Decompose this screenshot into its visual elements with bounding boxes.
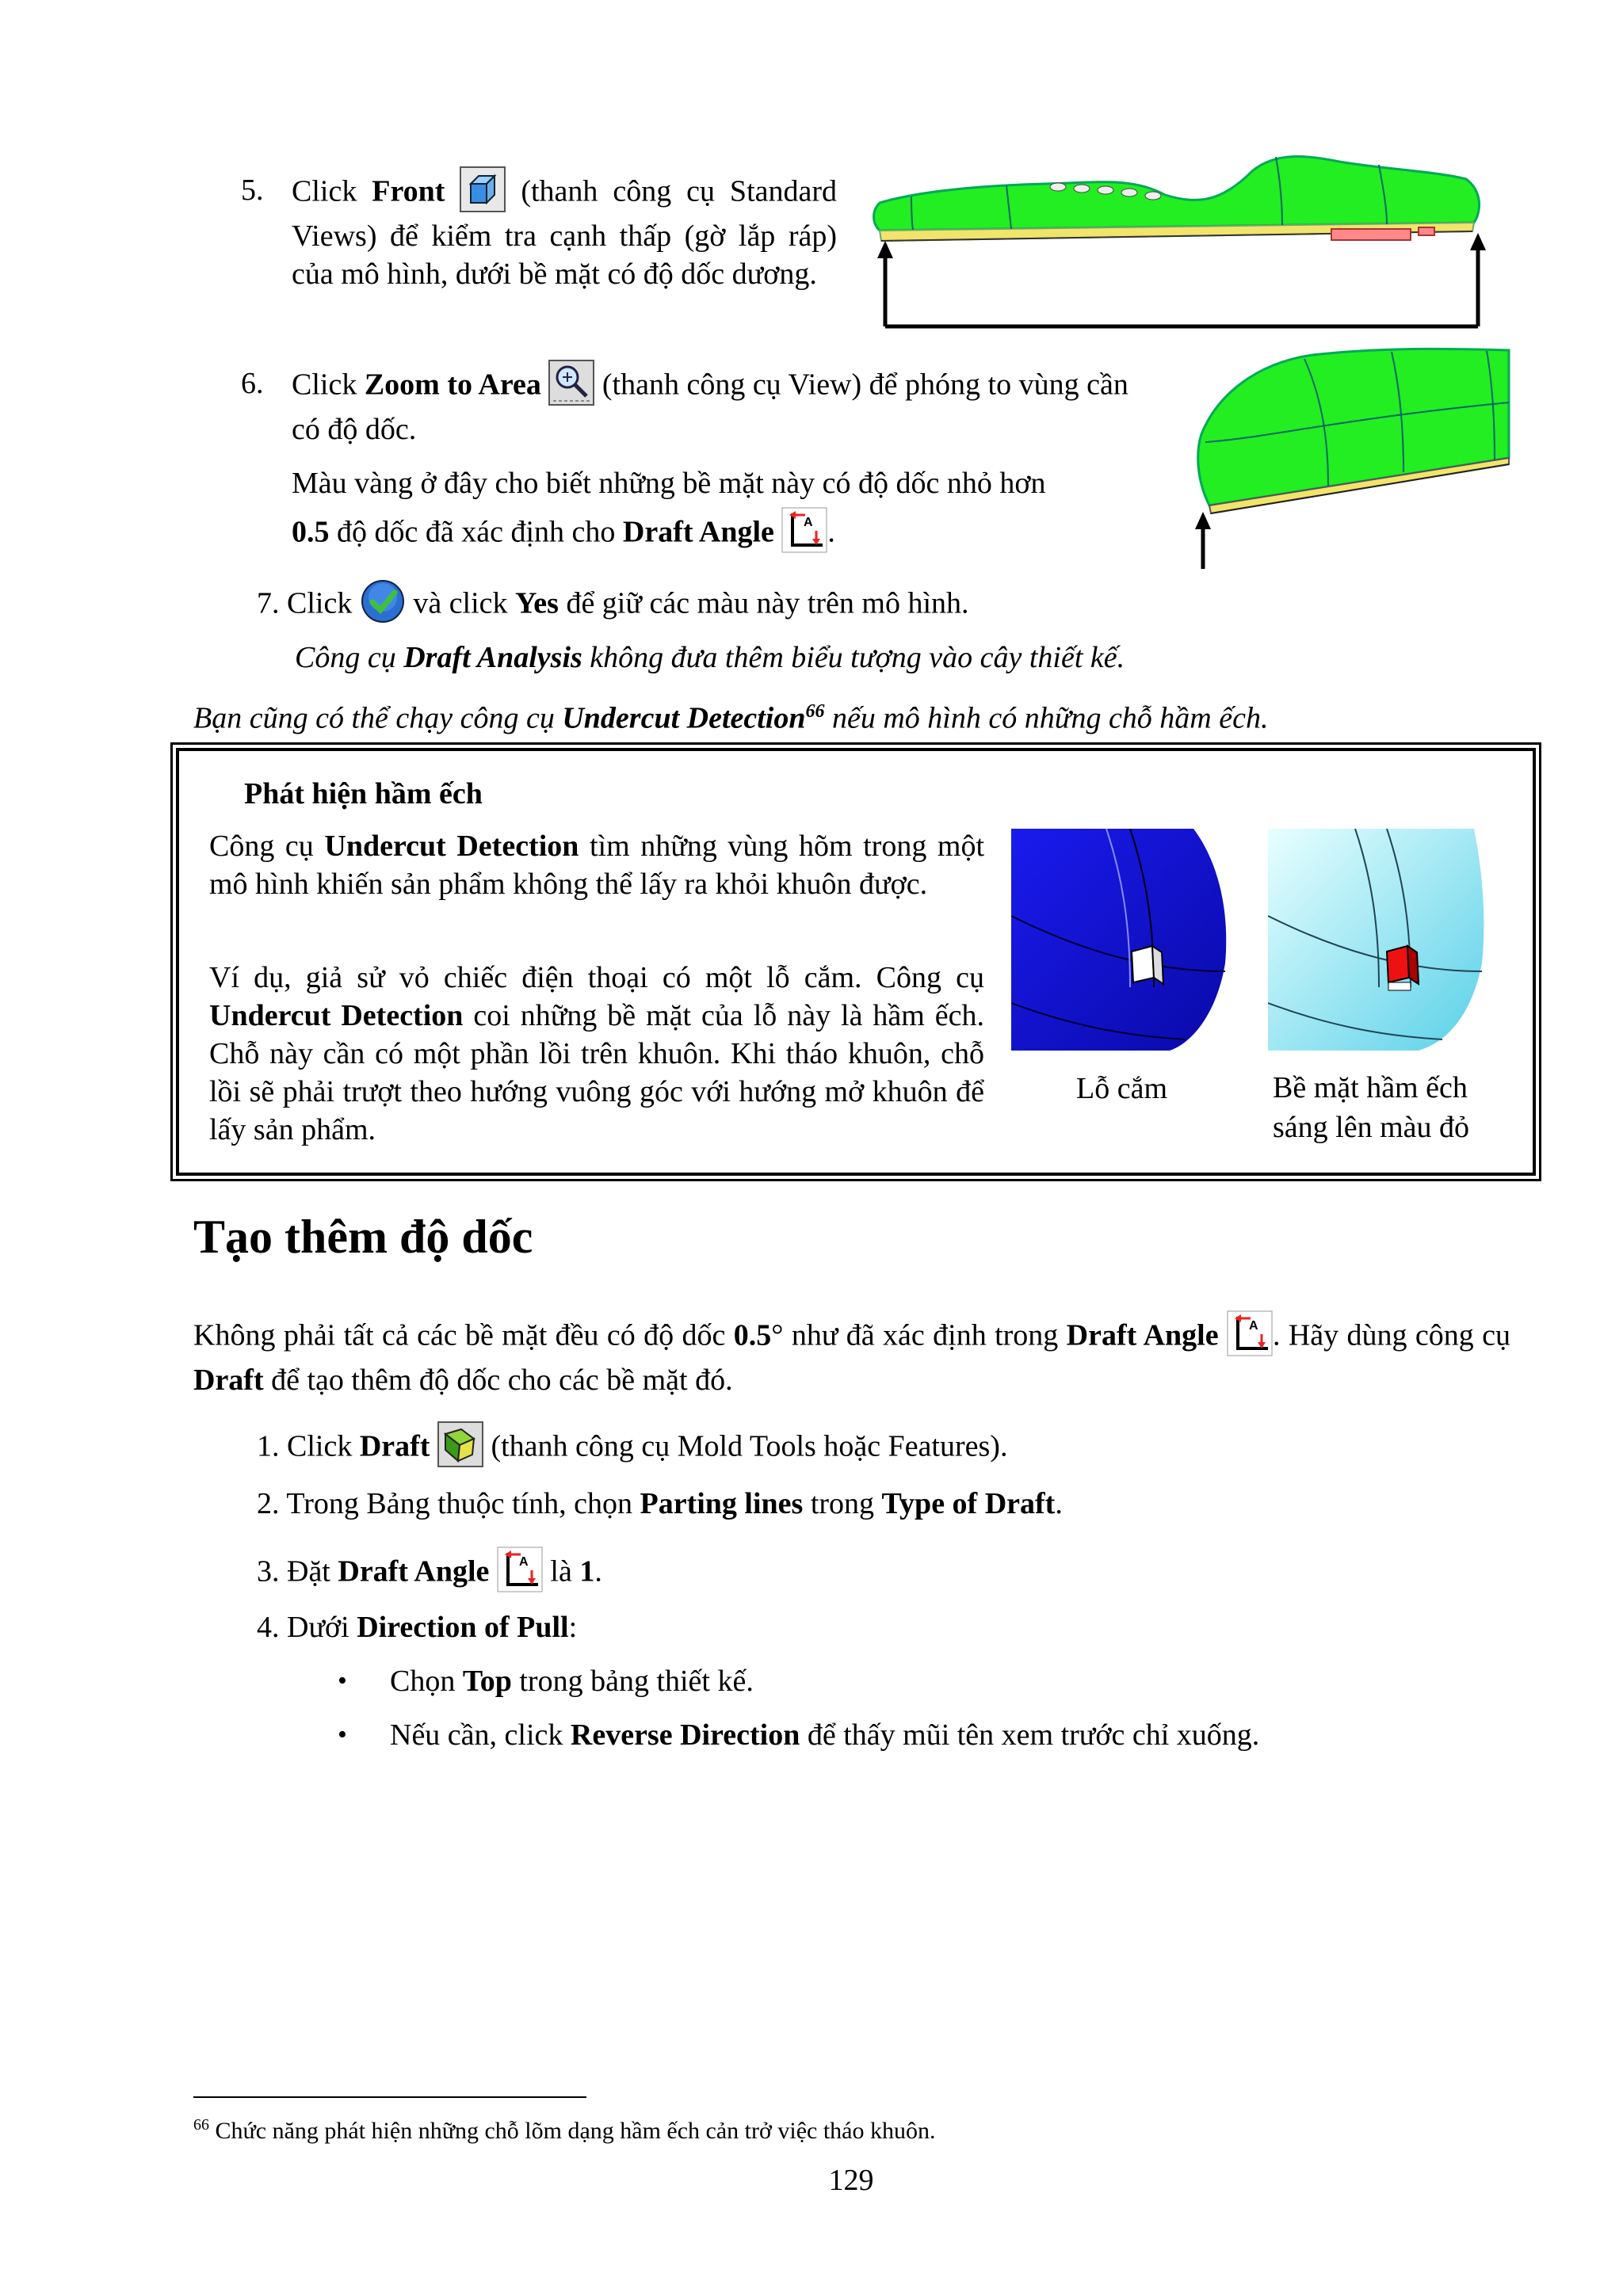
zoom-to-area-icon[interactable] [548, 360, 594, 406]
draft-tool-icon[interactable] [437, 1421, 483, 1467]
page-number: 129 [828, 2164, 874, 2197]
draft-step-2: 2. Trong Bảng thuộc tính, chọn Parting lines trong Type of Draft. [257, 1487, 1063, 1520]
draft-analysis-note: Công cụ Draft Analysis không đưa thêm biểu tượng vào cây thiết kế. [295, 641, 1125, 674]
intro-paragraph: Không phải tất cả các bề mặt đều có độ dốc 0.5° như đã xác định trong Draft Angle A . Hãy dùng công cụ Draft để tạo thêm độ dốc cho các bề mặt đó. [193, 1315, 1510, 1399]
box-paragraph-1: Công cụ Undercut Detection tìm những vùng hõm trong một mô hình khiến sản phẩm không thể lấy ra khỏi khuôn được. [209, 830, 985, 901]
draft-angle-icon [1227, 1310, 1273, 1356]
step-5: 5. Click Front (thanh công cụ Standard Views) để kiểm tra cạnh thấp (gờ lắp ráp) của mô hình, dưới bề mặt có độ dốc dương. [241, 171, 837, 293]
front-view-model-figure [864, 147, 1490, 330]
box-title: Phát hiện hầm ếch [244, 777, 483, 810]
bullet-item: • Chọn Top trong bảng thiết kế. [338, 1662, 754, 1700]
step-number: 5. [241, 174, 264, 207]
bullet-dot: • [338, 1720, 347, 1749]
front-view-icon[interactable] [460, 166, 506, 212]
svg-text:A: A [804, 516, 813, 529]
undercut-highlight-figure [1268, 829, 1487, 1051]
svg-text:A: A [1248, 1319, 1258, 1333]
undercut-note: Bạn cũng có thể chạy công cụ Undercut Detection$^{66}$ nếu mô hình có những chỗ hầm ếch. [193, 701, 1269, 735]
footnote: $^{66}$ Chức năng phát hiện những chỗ lõm dạng hầm ếch cản trở việc tháo khuôn. [193, 2116, 936, 2144]
plug-hole-figure [1011, 829, 1230, 1051]
undercut-detection-box [176, 748, 1536, 1176]
caption-plug-hole: Lỗ cắm [1076, 1072, 1168, 1105]
svg-text:A: A [518, 1555, 529, 1569]
ok-check-icon[interactable] [360, 578, 406, 624]
draft-angle-icon [781, 507, 827, 553]
footnote-rule [193, 2096, 586, 2098]
draft-step-3: 3. Đặt Draft Angle A là 1. [257, 1551, 602, 1597]
section-heading: Tạo thêm độ dốc [193, 1211, 533, 1263]
footnote-ref[interactable]: 66 [805, 701, 825, 722]
bullet-item: • Nếu cần, click Reverse Direction để thấy mũi tên xem trước chỉ xuống. [338, 1716, 1259, 1754]
draft-step-4: 4. Dưới Direction of Pull: [257, 1611, 578, 1644]
step-7: 7. Click và click Yes để giữ các màu này trên mô hình. [257, 583, 1208, 629]
box-paragraph-2: Ví dụ, giả sử vỏ chiếc điện thoại có một lỗ cắm. Công cụ Undercut Detection coi những bề mặt của lỗ này là hầm ếch. Chỗ này cần có một phần lồi trên khuôn. Khi tháo khuôn, chỗ lồi sẽ phải trượt theo hướng vuông góc với hướng mở khuôn để lấy sản phẩm. [209, 961, 984, 1146]
zoomed-model-figure [1186, 347, 1510, 577]
bullet-dot: • [338, 1666, 347, 1695]
draft-angle-icon [497, 1547, 543, 1592]
step-number: 6. [241, 367, 264, 400]
caption-undercut-surface: Bề mặt hầm ếch sáng lên màu đỏ [1273, 1071, 1470, 1144]
step-6: 6. Click Zoom to Area (thanh công cụ View) để phóng to vùng cần có độ dốc. Màu vàng ở đây cho biết những bề mặt này có độ dốc nhỏ hơn 0.5 độ dốc đã xác định cho Draft Angle A . [241, 364, 1157, 558]
draft-step-1: 1. Click Draft (thanh công cụ Mold Tools hoặc Features). [257, 1426, 1007, 1472]
